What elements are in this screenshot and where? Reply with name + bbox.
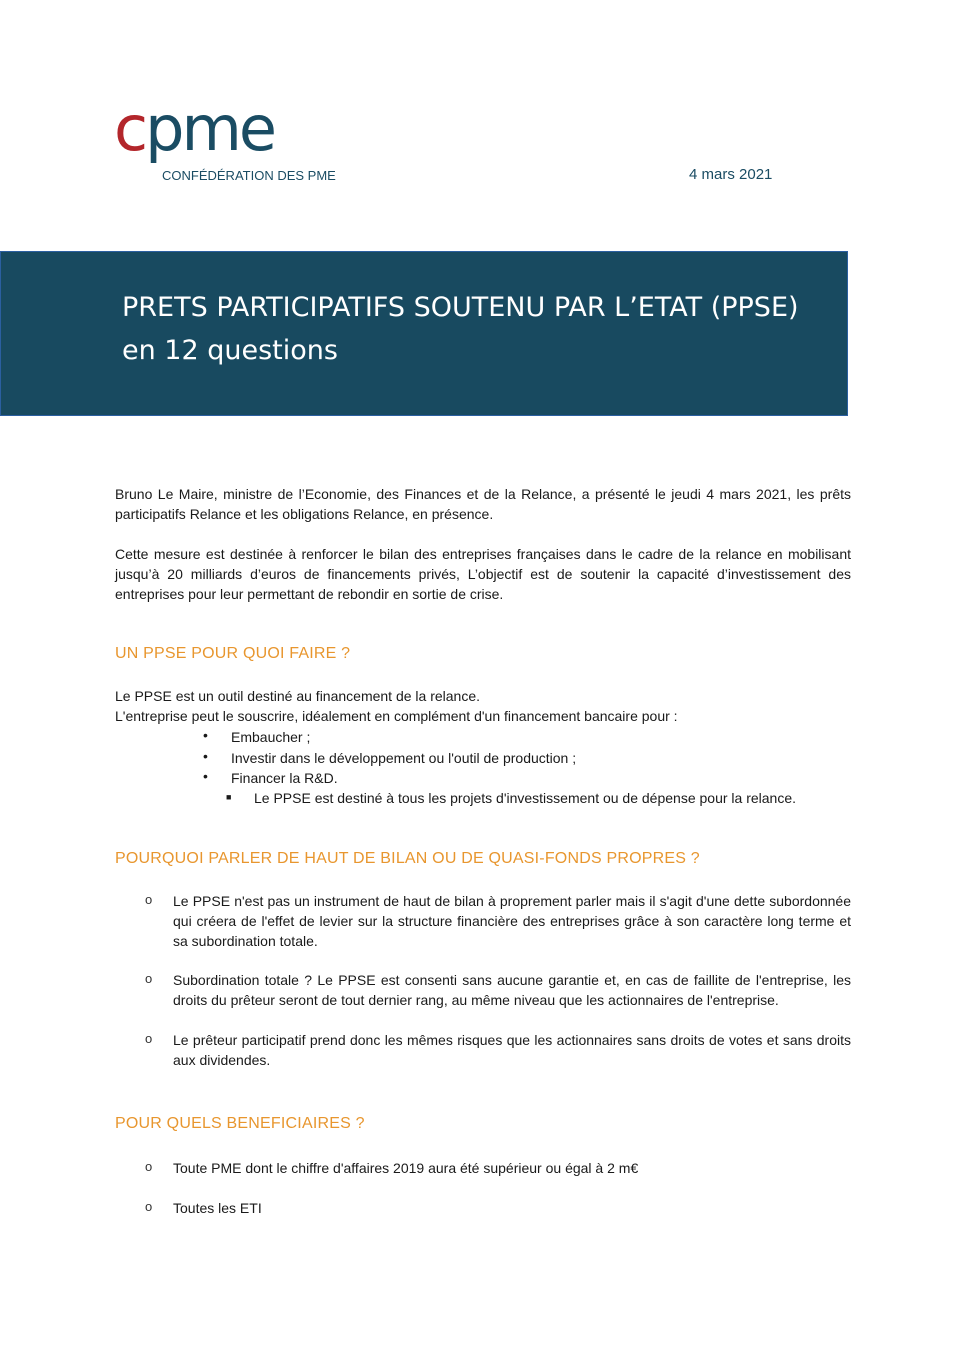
sub-bullet-item: Le PPSE est destiné à tous les projets d'investissement ou de dépense pour la relance. — [254, 790, 797, 806]
list-item: Toutes les ETI — [173, 1200, 262, 1216]
logo-subtitle: CONFÉDÉRATION DES PME — [162, 168, 336, 183]
list-item: Le prêteur participatif prend donc les mêmes risques que les actionnaires sans droits de votes et sans droits aux dividendes. — [173, 1032, 851, 1068]
bullet-circle-icon: o — [145, 1159, 153, 1174]
bullet-dot-icon: • — [203, 768, 208, 784]
section-heading-usage: UN PPSE POUR QUOI FAIRE ? — [115, 645, 351, 662]
list-item: Le PPSE n'est pas un instrument de haut de bilan à proprement parler mais il s'agit d'une dette subordonnée qui créera de l'effet de levier sur la structure financière des entreprises grâce à son caractère long terme et sa subordination totale. — [173, 893, 851, 949]
logo-wordmark: cpme — [114, 92, 274, 165]
title-banner — [0, 251, 848, 416]
bullet-item: Investir dans le développement ou l'outil de production ; — [231, 750, 577, 766]
cpme-logo — [114, 92, 344, 186]
bullet-circle-icon: o — [145, 892, 153, 907]
intro-paragraph-1: Bruno Le Maire, ministre de l’Economie, des Finances et de la Relance, a présenté le jeudi 4 mars 2021, les prêts participatifs Relance et les obligations Relance, en présence. — [115, 486, 851, 522]
section-heading-balance-sheet: POURQUOI PARLER DE HAUT DE BILAN OU DE QUASI-FONDS PROPRES ? — [115, 850, 700, 867]
section-heading-beneficiaries: POUR QUELS BENEFICIAIRES ? — [115, 1115, 365, 1132]
section1-line-2: L'entreprise peut le souscrire, idéalement en complément d'un financement bancaire pour : — [115, 708, 678, 724]
bullet-circle-icon: o — [145, 1031, 153, 1046]
bullet-dot-icon: • — [203, 727, 208, 743]
document-title: PRETS PARTICIPATIFS SOUTENU PAR L’ETAT (PPSE) en 12 questions — [122, 292, 799, 366]
bullet-item: Embaucher ; — [231, 729, 311, 745]
document-date: 4 mars 2021 — [689, 166, 773, 183]
bullet-square-icon: ■ — [226, 792, 232, 802]
list-item: Subordination totale ? Le PPSE est consenti sans aucune garantie et, en cas de faillite de l'entreprise, les droits du prêteur seront de tout dernier rang, au même niveau que les actionnaires de l'entreprise. — [173, 972, 851, 1008]
list-item: Toute PME dont le chiffre d'affaires 2019 aura été supérieur ou égal à 2 m€ — [173, 1160, 639, 1176]
section1-line-1: Le PPSE est un outil destiné au financement de la relance. — [115, 688, 481, 704]
bullet-dot-icon: • — [203, 748, 208, 764]
bullet-item: Financer la R&D. — [231, 770, 338, 786]
bullet-circle-icon: o — [145, 971, 153, 986]
bullet-circle-icon: o — [145, 1199, 153, 1214]
intro-paragraph-2: Cette mesure est destinée à renforcer le bilan des entreprises françaises dans le cadre de la relance en mobilisant jusqu’à 20 milliards d’euros de financements privés, L’objectif est de soutenir la capacité d’investissement des entreprises pour leur permettant de rebondir en sortie de crise. — [115, 546, 851, 602]
